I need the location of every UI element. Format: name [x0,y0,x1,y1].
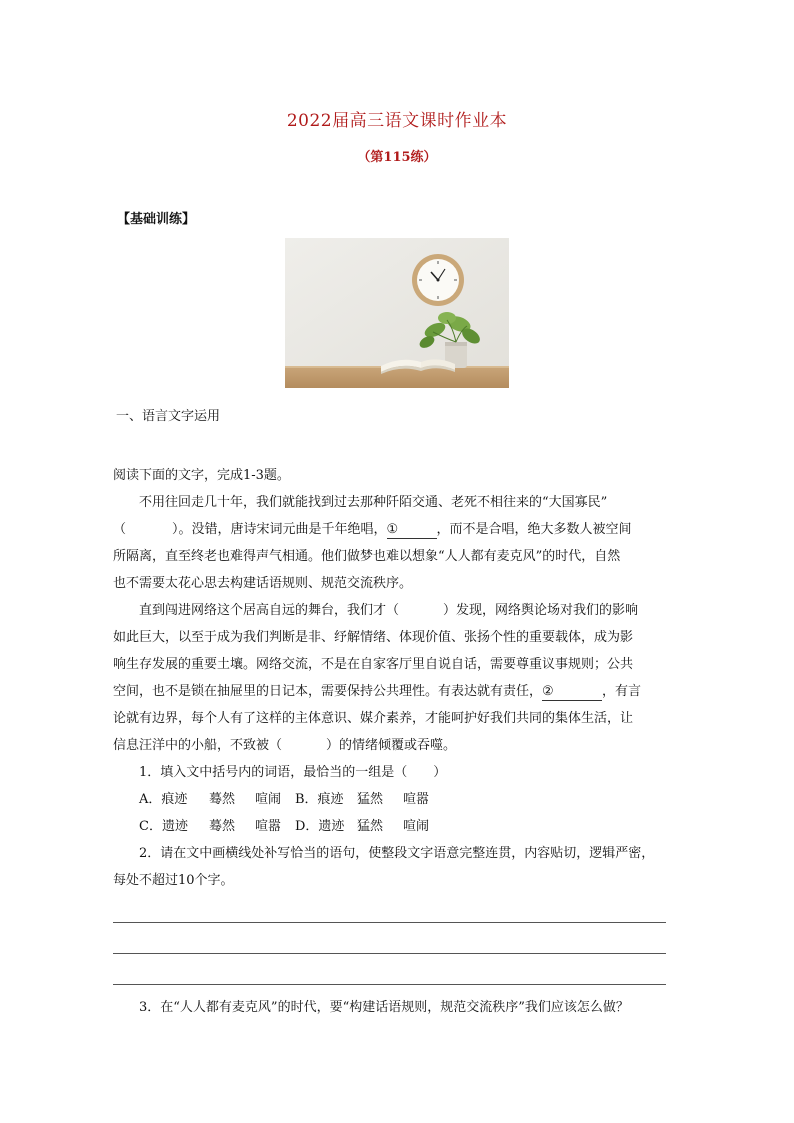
question-2-cont: 每处不超过10个字。 [113,873,234,888]
blank-number: ① [386,522,399,537]
option-word: 喧嚣 [255,819,282,834]
page-title: 2022届高三语文课时作业本 [286,111,508,131]
passage-line: 论就有边界，每个人有了这样的主体意识、媒介素养，才能呵护好我们共同的集体生活，让 [113,711,634,726]
passage-text: 信息汪洋中的小船，不致被（ [113,738,283,753]
fill-blank-1[interactable] [387,522,437,539]
option-word: 喧嚣 [403,792,430,807]
option-word: 蓦然 [209,792,236,807]
paren-open: （ [113,522,127,537]
question-3: 3．在“人人都有麦克风”的时代，要“构建话语规则，规范交流秩序”我们应该怎么做？ [139,1000,629,1015]
option-word: 喧闹 [403,819,430,834]
question-1: 1．填入文中括号内的词语，最恰当的一组是（ ） [139,765,447,780]
question-3-block [113,994,679,1021]
passage-line: 如此巨大，以至于成为我们判断是非、纾解情绪、体现价值、张扬个性的重要载体，成为影 [113,630,634,645]
answer-line[interactable] [113,953,666,954]
clock-plant-book-photo [285,238,509,388]
passage-line [113,516,679,543]
option-a-word-1: A．痕迹 [139,792,188,807]
question-2: 2．请在文中画横线处补写恰当的语句，使整段文字语意完整连贯，内容贴切，逻辑严密， [139,846,655,861]
answer-line[interactable] [113,984,666,985]
page-subtitle: （第115练） [357,150,437,165]
passage-text: 直到闯进网络这个居高自远的舞台，我们才（ [139,603,400,618]
questions-block [113,759,679,894]
passage-line [113,732,679,759]
passage-line [113,678,679,705]
option-word: 蓦然 [209,819,236,834]
part-heading: 一、语言文字运用 [116,409,221,424]
passage-text: 空间，也不是锁在抽屉里的日记本，需要保持公共理性。有表达就有责任， [113,684,543,699]
passage-text: ）。没错，唐诗宋词元曲是千年绝唱， [172,522,387,537]
passage-text: ）发现，网络舆论场对我们的影响 [443,603,639,618]
option-d-word-1: D．遗迹 [295,819,345,834]
option-c-word-1: C．遗迹 [139,819,188,834]
passage-line [113,597,679,624]
passage-text: ，而不是合唱，绝大多数人被空间 [436,522,632,537]
passage-text: ，有言 [602,684,642,699]
passage-line: 响生存发展的重要土壤。网络交流，不是在自家客厅里自说自话，需要尊重议事规则；公共 [113,657,634,672]
answer-line[interactable] [113,922,666,923]
fill-blank-2[interactable] [542,684,602,701]
passage-line: 不用往回走几十年，我们就能找到过去那种阡陌交通、老死不相往来的“大国寡民” [139,495,608,510]
reading-passage [113,462,679,759]
section-tag: 【基础训练】 [117,212,196,227]
option-word: 喧闹 [255,792,282,807]
wall-clock-icon [412,254,464,306]
option-b-word-1: B．痕迹 [295,792,344,807]
option-word: 猛然 [357,792,384,807]
q1-options-row-1 [113,786,679,813]
option-word: 猛然 [357,819,384,834]
passage-line: 所隔离，直至终老也难得声气相通。他们做梦也难以想象“人人都有麦克风”的时代，自然 [113,549,621,564]
blank-number: ② [542,684,554,699]
q1-options-row-2 [113,813,679,840]
reading-intro: 阅读下面的文字，完成1-3题。 [113,468,290,483]
passage-text: ）的情绪倾覆或吞噬。 [326,738,457,753]
passage-line: 也不需要太花心思去构建话语规则、规范交流秩序。 [113,576,413,591]
